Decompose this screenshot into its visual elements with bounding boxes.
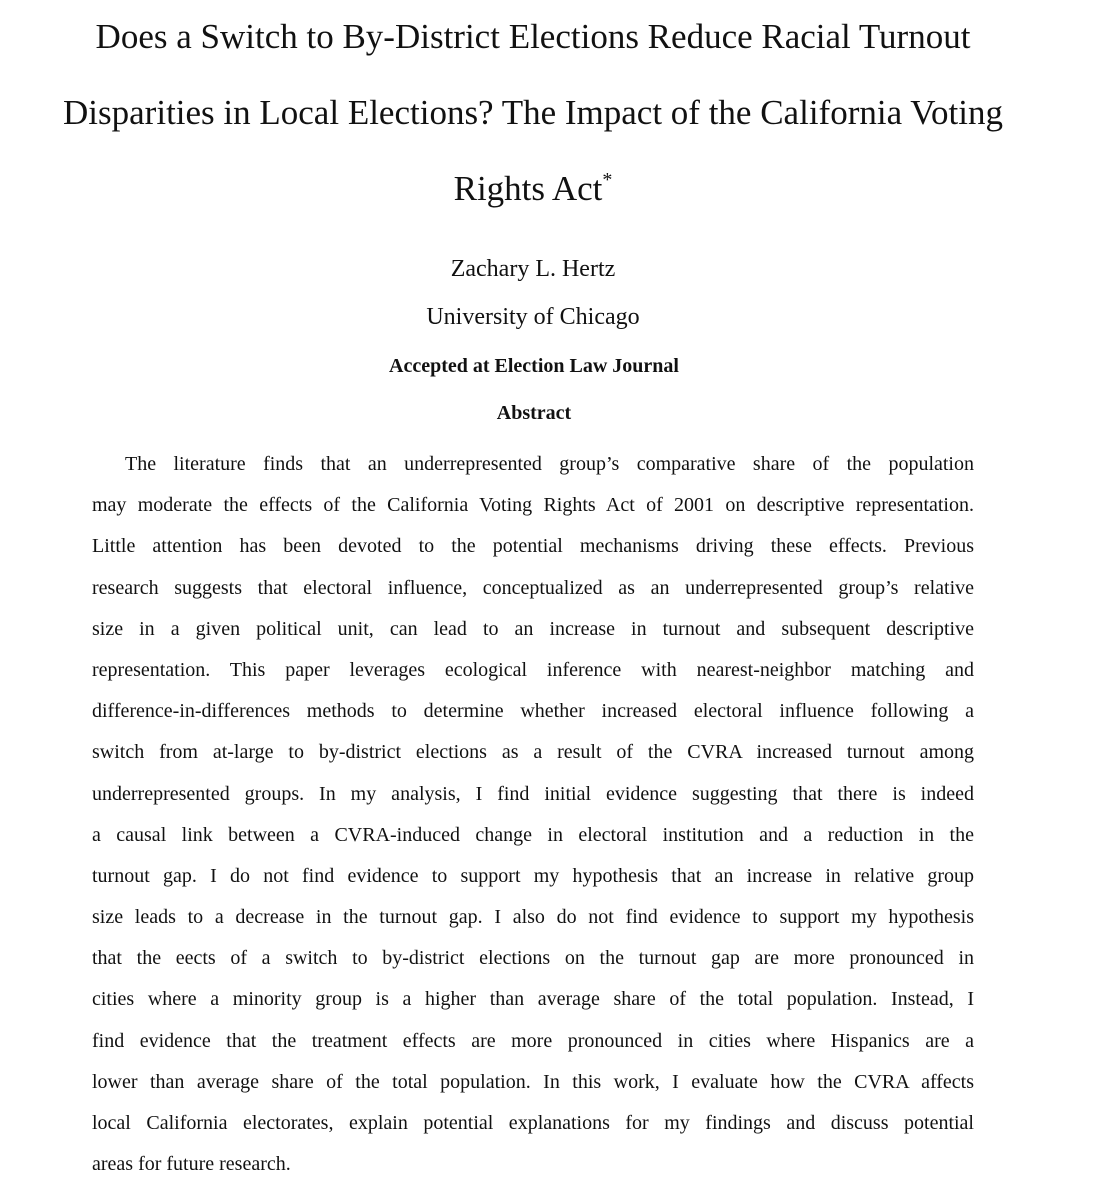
abstract-body [92, 444, 974, 1185]
abstract-line: size leads to a decrease in the turnout gap. I also do not find evidence to support my hypothesis [92, 906, 974, 929]
abstract-line: difference-in-differences methods to determine whether increased electoral influence following a [92, 700, 974, 723]
abstract-line: lower than average share of the total population. In this work, I evaluate how the CVRA affects [92, 1070, 974, 1093]
paper-title [0, 0, 1066, 227]
abstract-line: cities where a minority group is a higher than average share of the total population. Instead, I [92, 988, 974, 1011]
abstract-line: research suggests that electoral influence, conceptualized as an underrepresented group’s relative [92, 576, 974, 599]
abstract-line: Little attention has been devoted to the potential mechanisms driving these effects. Previous [92, 535, 974, 558]
title-line-2: Disparities in Local Elections? The Impact of the California Voting [63, 93, 1003, 132]
abstract-line: that the eects of a switch to by-district elections on the turnout gap are more pronounced in [92, 947, 974, 970]
abstract-line: switch from at-large to by-district elections as a result of the CVRA increased turnout among [92, 741, 974, 764]
title-line-3-text: Rights Act [453, 169, 603, 208]
abstract-line: representation. This paper leverages ecological inference with nearest-neighbor matching and [92, 658, 974, 681]
abstract-heading: Abstract [496, 402, 572, 424]
abstract-line: may moderate the effects of the California Voting Rights Act of 2001 on descriptive representation. [92, 494, 974, 517]
title-line-3 [0, 151, 1066, 227]
abstract-line: areas for future research. [92, 1153, 291, 1176]
author-affiliation: University of Chicago [426, 304, 640, 330]
abstract-line: local California electorates, explain potential explanations for my findings and discuss potential [92, 1112, 974, 1134]
title-line-1: Does a Switch to By-District Elections Reduce Racial Turnout [95, 17, 971, 56]
abstract-line: find evidence that the treatment effects are more pronounced in cities where Hispanics are a [92, 1029, 974, 1052]
author-name: Zachary L. Hertz [450, 256, 616, 282]
abstract-line: The literature finds that an underrepresented group’s comparative share of the population [125, 453, 974, 475]
abstract-line: size in a given political unit, can lead to an increase in turnout and subsequent descriptive [92, 617, 974, 640]
abstract-line: turnout gap. I do not find evidence to support my hypothesis that an increase in relative group [92, 864, 974, 887]
abstract-line: underrepresented groups. In my analysis, I find initial evidence suggesting that there is indeed [92, 782, 974, 805]
title-footnote-marker[interactable]: * [602, 169, 613, 191]
acceptance-note: Accepted at Election Law Journal [389, 355, 679, 377]
abstract-line: a causal link between a CVRA-induced change in electoral institution and a reduction in the [92, 823, 974, 846]
